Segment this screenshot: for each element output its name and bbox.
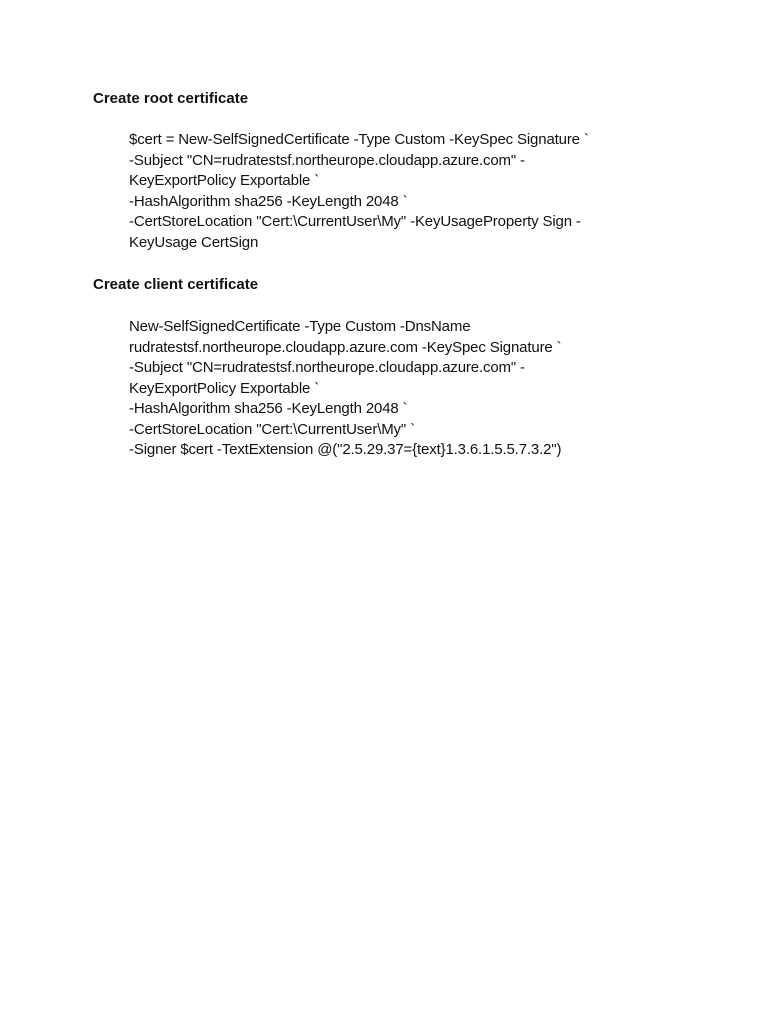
code-block-root-certificate	[129, 130, 589, 253]
code-line: KeyExportPolicy Exportable `	[129, 172, 320, 189]
code-line: $cert = New-SelfSignedCertificate -Type Custom -KeySpec Signature `	[129, 131, 589, 148]
code-line: New-SelfSignedCertificate -Type Custom -DnsName	[129, 318, 471, 335]
code-line: KeyUsage CertSign	[129, 233, 259, 251]
code-line: KeyExportPolicy Exportable `	[129, 379, 320, 397]
code-line: -CertStoreLocation "Cert:\CurrentUser\My" `	[129, 420, 415, 438]
code-line: -CertStoreLocation "Cert:\CurrentUser\My" -KeyUsageProperty Sign -	[129, 213, 581, 230]
code-line: rudratestsf.northeurope.cloudapp.azure.com -KeySpec Signature `	[129, 338, 562, 356]
section-heading-client-certificate: Create client certificate	[93, 276, 259, 293]
section-heading-root-certificate: Create root certificate	[93, 90, 249, 107]
code-line: -HashAlgorithm sha256 -KeyLength 2048 `	[129, 400, 408, 417]
code-line: -Subject "CN=rudratestsf.northeurope.cloudapp.azure.com" -	[129, 151, 525, 169]
code-block-client-certificate	[129, 317, 561, 461]
code-line: -Signer $cert -TextExtension @("2.5.29.37={text}1.3.6.1.5.5.7.3.2")	[129, 441, 562, 458]
code-line: -HashAlgorithm sha256 -KeyLength 2048 `	[129, 192, 408, 210]
code-line: -Subject "CN=rudratestsf.northeurope.cloudapp.azure.com" -	[129, 359, 525, 376]
